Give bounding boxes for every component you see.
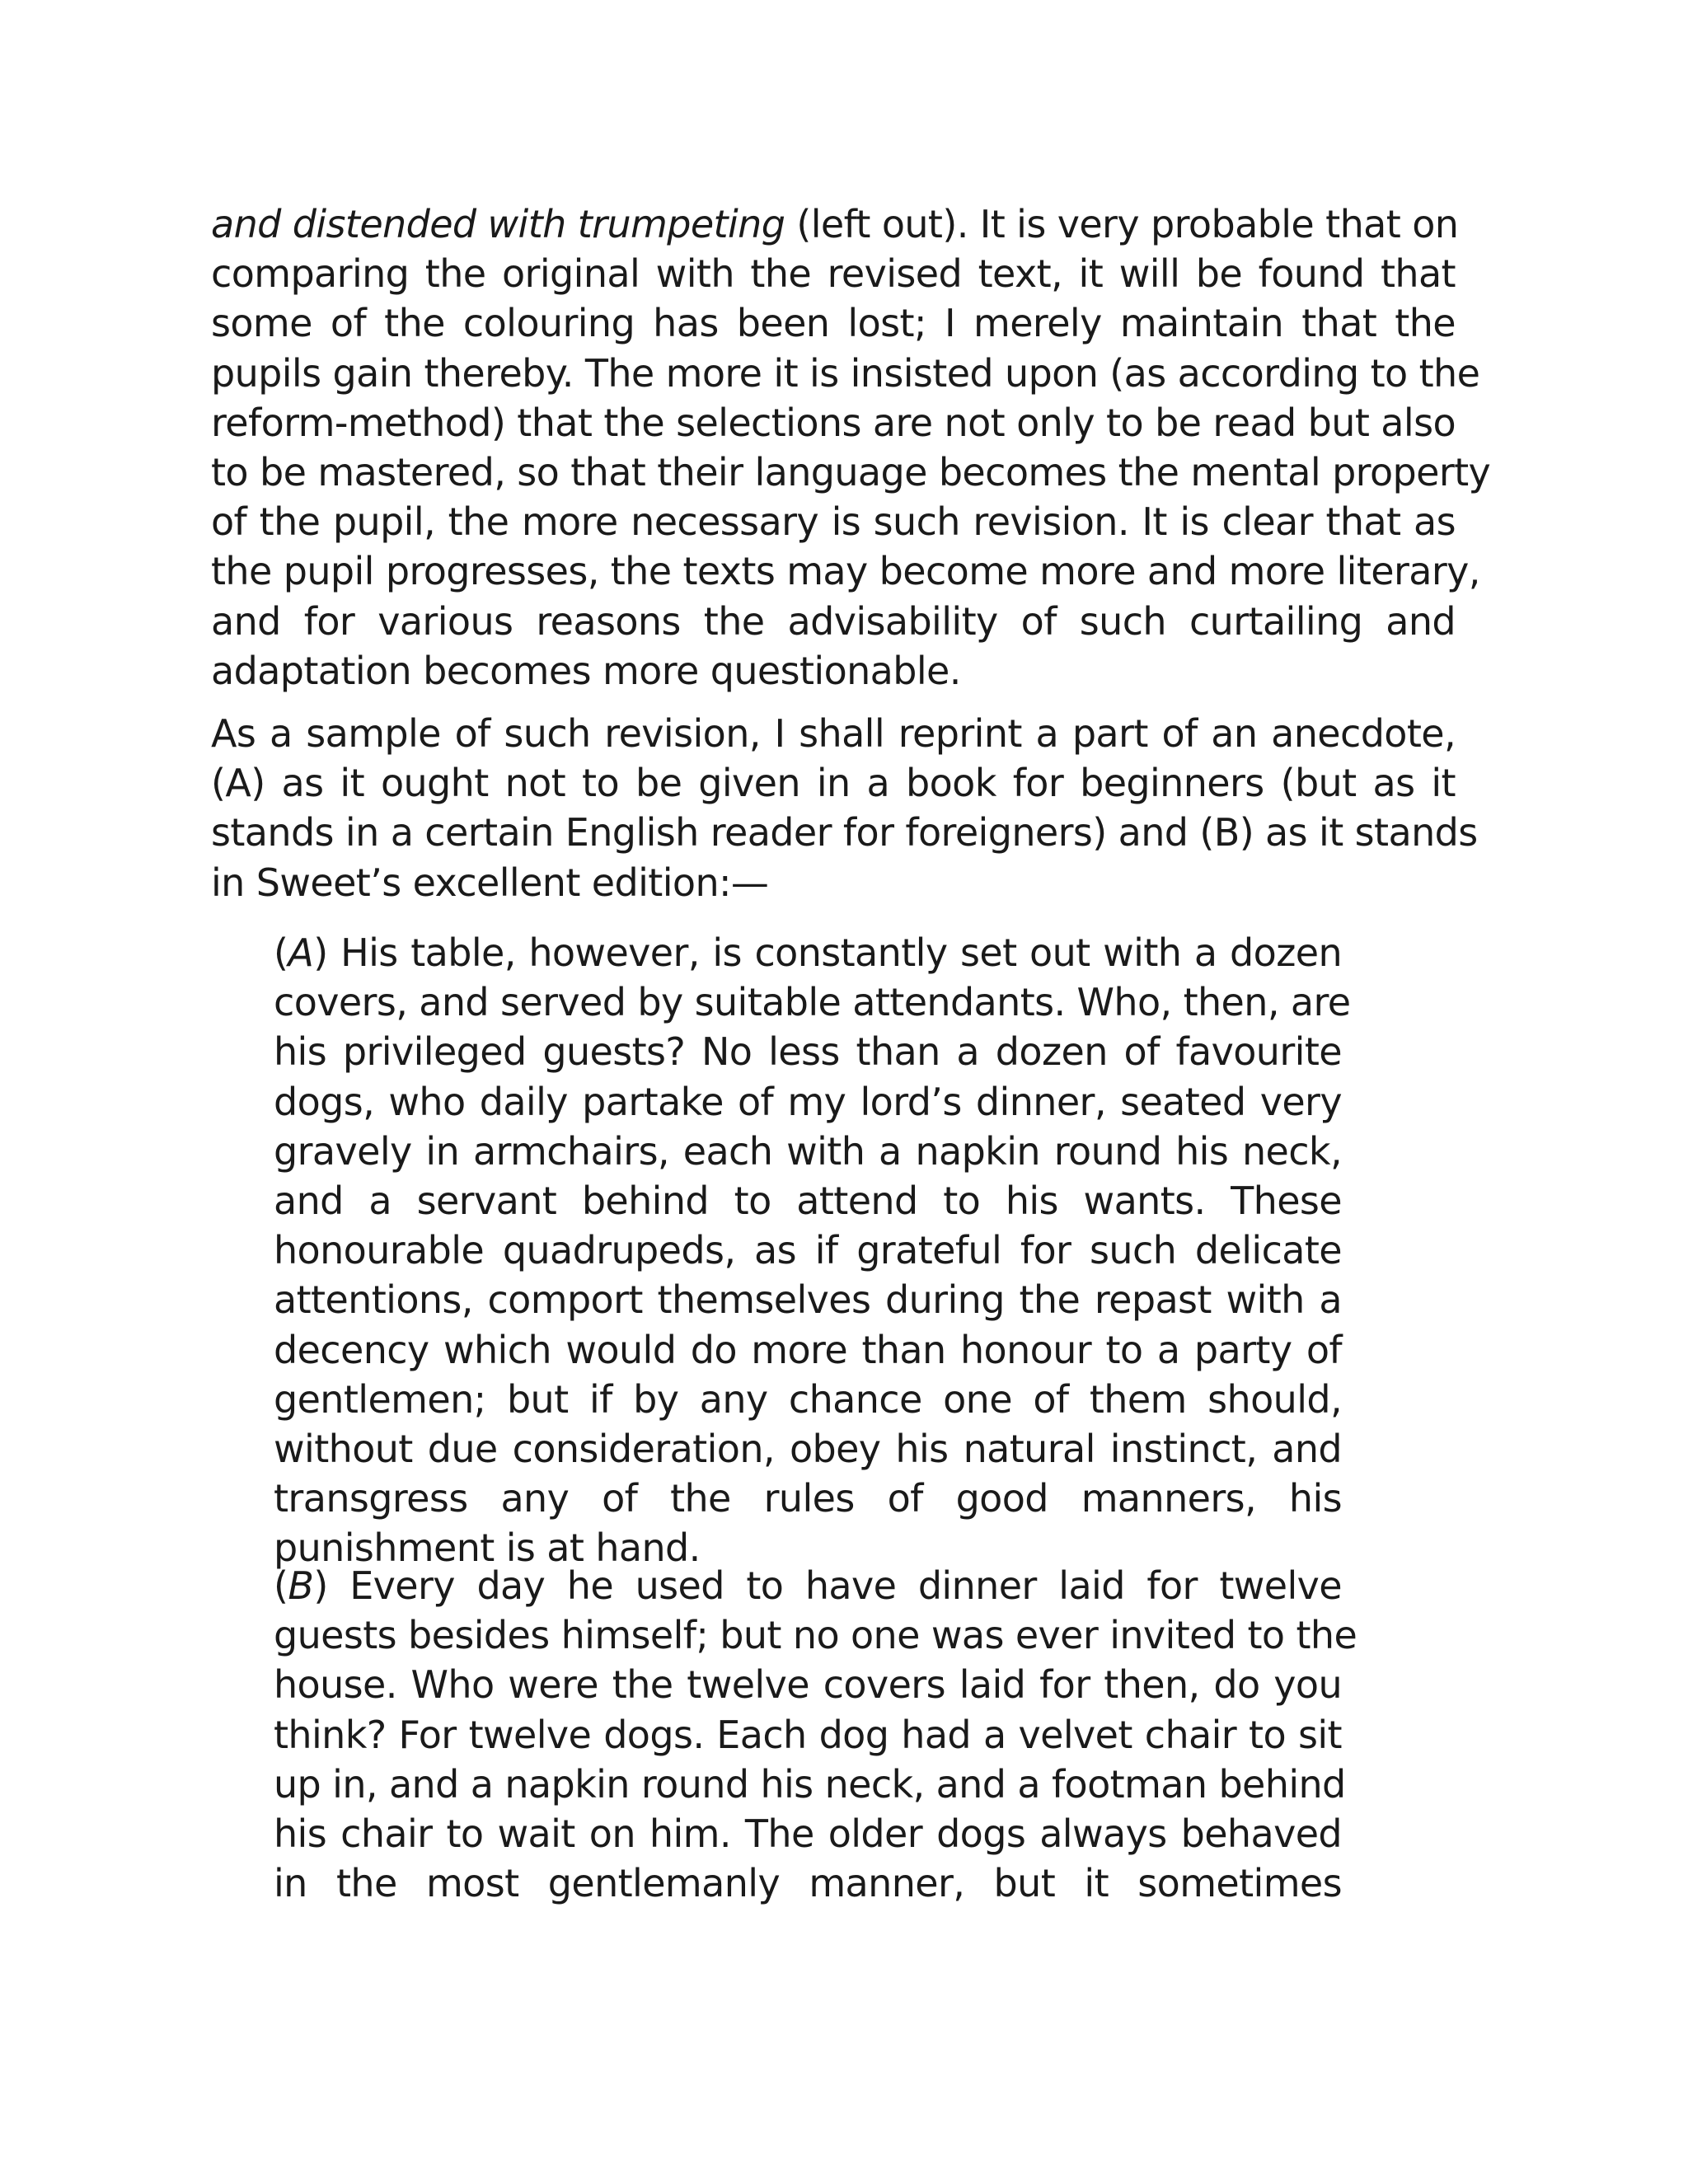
text-line <box>274 1077 1342 1127</box>
text-line <box>274 1226 1342 1275</box>
paragraph-revision-discussion <box>211 199 1491 696</box>
paragraph-sample-intro <box>211 709 1478 907</box>
text-line <box>211 349 1480 398</box>
italic-text: A <box>288 930 314 975</box>
text-line <box>211 249 1456 298</box>
text-line <box>211 497 1456 546</box>
text-run: gentlemen; but if by any chance one of them should, <box>274 1376 1342 1422</box>
text-line <box>274 1176 1342 1226</box>
text-line <box>274 1424 1342 1474</box>
text-run: think? For twelve dogs. Each dog had a velvet chair to sit <box>274 1712 1342 1757</box>
text-run: in Sweet’s excellent edition:— <box>211 860 769 905</box>
text-run: transgress any of the rules of good manners, his <box>274 1476 1342 1521</box>
text-line <box>274 1325 1342 1375</box>
block-quote-a <box>274 928 1351 1572</box>
text-run: ) Every day he used to have dinner laid for twelve <box>313 1563 1342 1608</box>
text-run: up in, and a napkin round his neck, and a footman behind <box>274 1761 1346 1807</box>
text-line <box>274 1760 1346 1809</box>
text-run: comparing the original with the revised text, it will be found that <box>211 251 1456 297</box>
text-line <box>211 758 1456 808</box>
text-line <box>274 1275 1342 1324</box>
text-run: without due consideration, obey his natural instinct, and <box>274 1426 1342 1471</box>
text-run: of the pupil, the more necessary is such revision. It is clear that as <box>211 499 1456 545</box>
text-line <box>274 1127 1342 1176</box>
text-line <box>211 398 1456 448</box>
text-line <box>274 928 1342 977</box>
text-run: ) His table, however, is constantly set out with a dozen <box>313 930 1342 975</box>
text-line <box>274 1660 1342 1709</box>
text-run: punishment is at hand. <box>274 1526 701 1571</box>
text-line <box>211 646 1456 696</box>
text-line <box>211 858 1456 907</box>
text-run: the pupil progresses, the texts may become more and more literary, <box>211 549 1480 594</box>
text-run: decency which would do more than honour to a party of <box>274 1327 1342 1372</box>
text-run: and a servant behind to attend to his wants. These <box>274 1178 1342 1223</box>
text-run: his chair to wait on him. The older dogs always behaved <box>274 1811 1342 1856</box>
text-line <box>211 546 1480 596</box>
text-line <box>211 808 1478 857</box>
text-run: (A) as it ought not to be given in a book for beginners (but as it <box>211 761 1456 806</box>
block-quote-b <box>274 1561 1357 1908</box>
text-run: attentions, comport themselves during the repast with a <box>274 1277 1342 1323</box>
text-run: (left out). It is very probable that on <box>785 202 1459 246</box>
text-run: adaptation becomes more questionable. <box>211 648 961 693</box>
text-run: house. Who were the twelve covers laid for then, do you <box>274 1662 1342 1708</box>
text-run: ( <box>274 1563 288 1608</box>
text-line <box>274 1375 1342 1424</box>
text-line <box>274 1561 1342 1610</box>
italic-text: B <box>288 1563 314 1608</box>
text-run: some of the colouring has been lost; I merely maintain that the <box>211 301 1456 346</box>
text-run: honourable quadrupeds, as if grateful for such delicate <box>274 1228 1342 1273</box>
text-line <box>211 199 1459 249</box>
text-run: gravely in armchairs, each with a napkin round his neck, <box>274 1128 1342 1174</box>
text-line <box>211 298 1456 348</box>
text-run: in the most gentlemanly manner, but it sometimes <box>274 1861 1342 1906</box>
text-run: As a sample of such revision, I shall reprint a part of an anecdote, <box>211 711 1456 756</box>
text-line <box>274 1858 1342 1908</box>
text-line <box>274 1809 1342 1858</box>
text-run: stands in a certain English reader for foreigners) and (B) as it stands <box>211 810 1478 855</box>
text-run: guests besides himself; but no one was ever invited to the <box>274 1613 1357 1658</box>
text-line <box>274 1710 1342 1760</box>
text-run: his privileged guests? No less than a dozen of favourite <box>274 1029 1342 1075</box>
text-run: to be mastered, so that their language becomes the mental property <box>211 449 1491 494</box>
text-line <box>274 1474 1342 1523</box>
text-run: and for various reasons the advisability of such curtailing and <box>211 598 1456 644</box>
text-run: dogs, who daily partake of my lord’s dinner, seated very <box>274 1079 1342 1124</box>
text-run: pupils gain thereby. The more it is insisted upon (as according to the <box>211 350 1480 396</box>
italic-text: and distended with trumpeting <box>211 202 785 246</box>
text-run: covers, and served by suitable attendants. Who, then, are <box>274 980 1351 1025</box>
text-line <box>211 709 1456 758</box>
text-line <box>274 1027 1342 1076</box>
text-line <box>274 1610 1357 1660</box>
text-run: ( <box>274 930 288 975</box>
text-line <box>211 597 1456 646</box>
text-run: reform-method) that the selections are not only to be read but also <box>211 400 1456 445</box>
text-line <box>274 977 1351 1027</box>
text-line <box>211 448 1491 497</box>
